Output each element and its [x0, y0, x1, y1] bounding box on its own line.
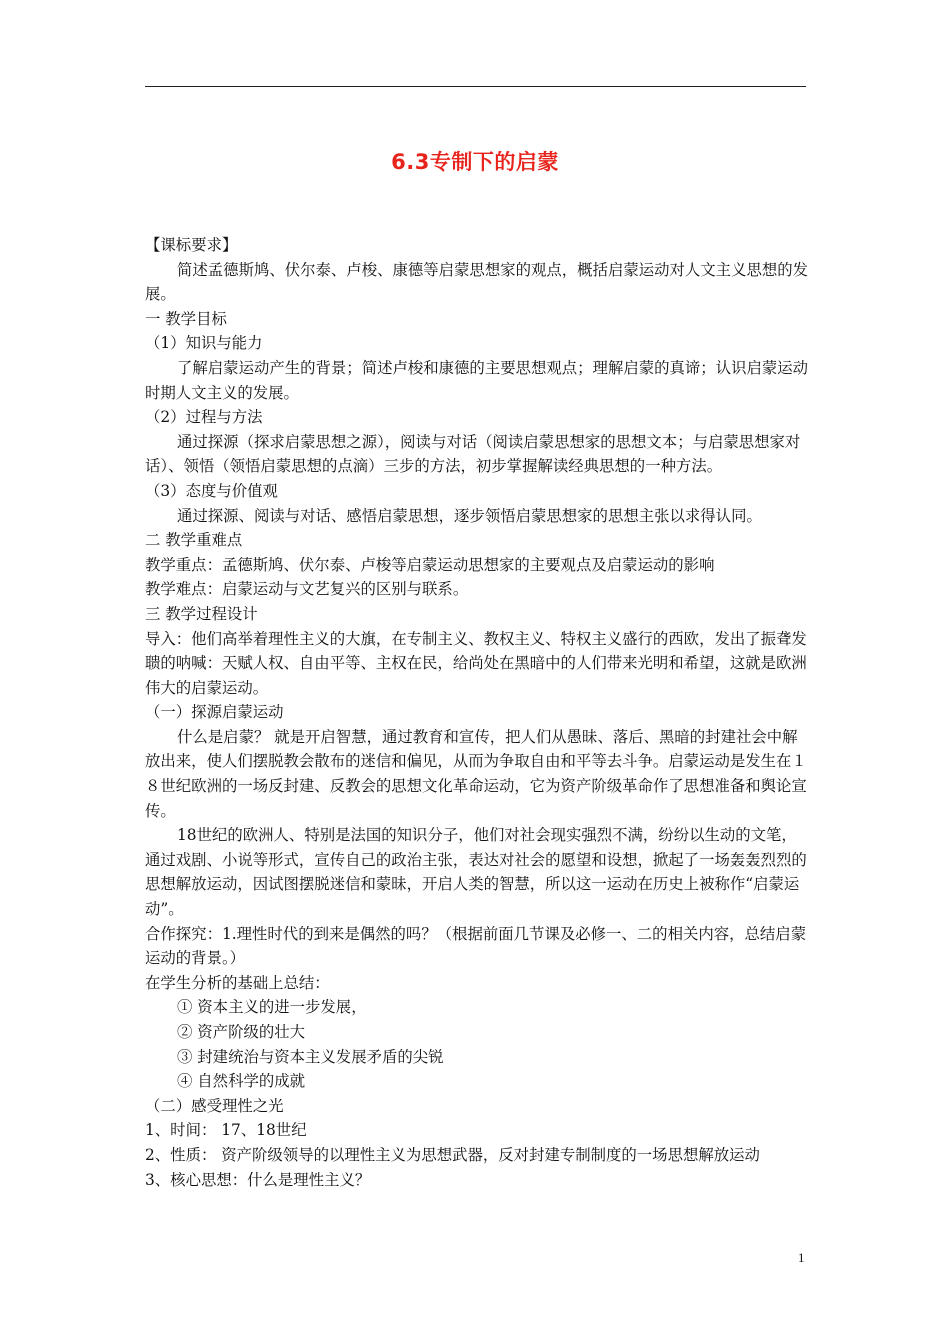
- paragraph: 3、核心思想：什么是理性主义？: [145, 1170, 371, 1189]
- paragraph: 18世纪的欧洲人、特别是法国的知识分子，他们对社会现实强烈不满，纷纷以生动的文笔，通过戏剧、小说等形式，宣传自己的政治主张，表达对社会的愿望和设想，掀起了一场轰轰烈烈的思想解放运动，因试图摆脱迷信和蒙昧，开启人类的智慧，所以这一运动在历史上被称作“启蒙运动”。: [145, 826, 807, 919]
- list-item: ④ 自然科学的成就: [177, 1072, 306, 1091]
- paragraph: 导入：他们高举着理性主义的大旗，在专制主义、教权主义、特权主义盛行的西欧，发出了振聋发聩的呐喊：天赋人权、自由平等、主权在民，给尚处在黑暗中的人们带来光明和希望，这就是欧洲伟大的启蒙运动。: [145, 629, 807, 697]
- list-item: ① 资本主义的进一步发展，: [177, 998, 367, 1017]
- paragraph: 教学重点：孟德斯鸠、伏尔泰、卢梭等启蒙运动思想家的主要观点及启蒙运动的影响: [145, 555, 715, 574]
- list-item: ③ 封建统治与资本主义发展矛盾的尖锐: [177, 1047, 444, 1066]
- list-item: ② 资产阶级的壮大: [177, 1023, 306, 1041]
- subsection-heading: （1）知识与能力: [145, 334, 263, 353]
- paragraph: 在学生分析的基础上总结：: [145, 973, 330, 992]
- paragraph: 2、性质： 资产阶级领导的以理性主义为思想武器，反对封建专制制度的一场思想解放运动: [145, 1145, 760, 1164]
- paragraph: 什么是启蒙？ 就是开启智慧，通过教育和宣传，把人们从愚昧、落后、黑暗的封建社会中解放出来，使人们摆脱教会散布的迷信和偏见，从而为争取自由和平等去斗争。启蒙运动是发生在１８世纪欧洲的一场反封建、反教会的思想文化革命运动，它为资产阶级革命作了思想准备和舆论宣传。: [145, 727, 807, 820]
- document-title: 6.3专制下的启蒙: [391, 150, 559, 174]
- paragraph: 通过探源、阅读与对话、感悟启蒙思想，逐步领悟启蒙思想家的思想主张以求得认同。: [177, 506, 762, 525]
- section-heading: 三 教学过程设计: [145, 604, 258, 623]
- document-body: [145, 233, 810, 1192]
- paragraph: 1、时间： 17、18世纪: [145, 1121, 307, 1140]
- subsection-heading: （二）感受理性之光: [145, 1096, 284, 1115]
- paragraph: 合作探究：1.理性时代的到来是偶然的吗？（根据前面几节课及必修一、二的相关内容，总结启蒙运动的背景。）: [145, 924, 807, 968]
- header-rule: [145, 86, 806, 87]
- section-heading: 二 教学重难点: [145, 531, 243, 550]
- section-heading: 【课标要求】: [145, 236, 238, 254]
- subsection-heading: （3）态度与价值观: [145, 481, 278, 500]
- paragraph: 教学难点：启蒙运动与文艺复兴的区别与联系。: [145, 580, 469, 599]
- subsection-heading: （一）探源启蒙运动: [145, 703, 284, 722]
- paragraph: 通过探源（探求启蒙思想之源），阅读与对话（阅读启蒙思想家的思想文本；与启蒙思想家对话）、领悟（领悟启蒙思想的点滴）三步的方法，初步掌握解读经典思想的一种方法。: [145, 432, 801, 476]
- subsection-heading: （2）过程与方法: [145, 408, 263, 427]
- page-number: 1: [798, 1250, 805, 1265]
- paragraph: 了解启蒙运动产生的背景；简述卢梭和康德的主要思想观点；理解启蒙的真谛；认识启蒙运动时期人文主义的发展。: [145, 358, 809, 402]
- paragraph: 简述孟德斯鸠、伏尔泰、卢梭、康德等启蒙思想家的观点，概括启蒙运动对人文主义思想的发展。: [145, 260, 809, 304]
- section-heading: 一 教学目标: [145, 309, 227, 328]
